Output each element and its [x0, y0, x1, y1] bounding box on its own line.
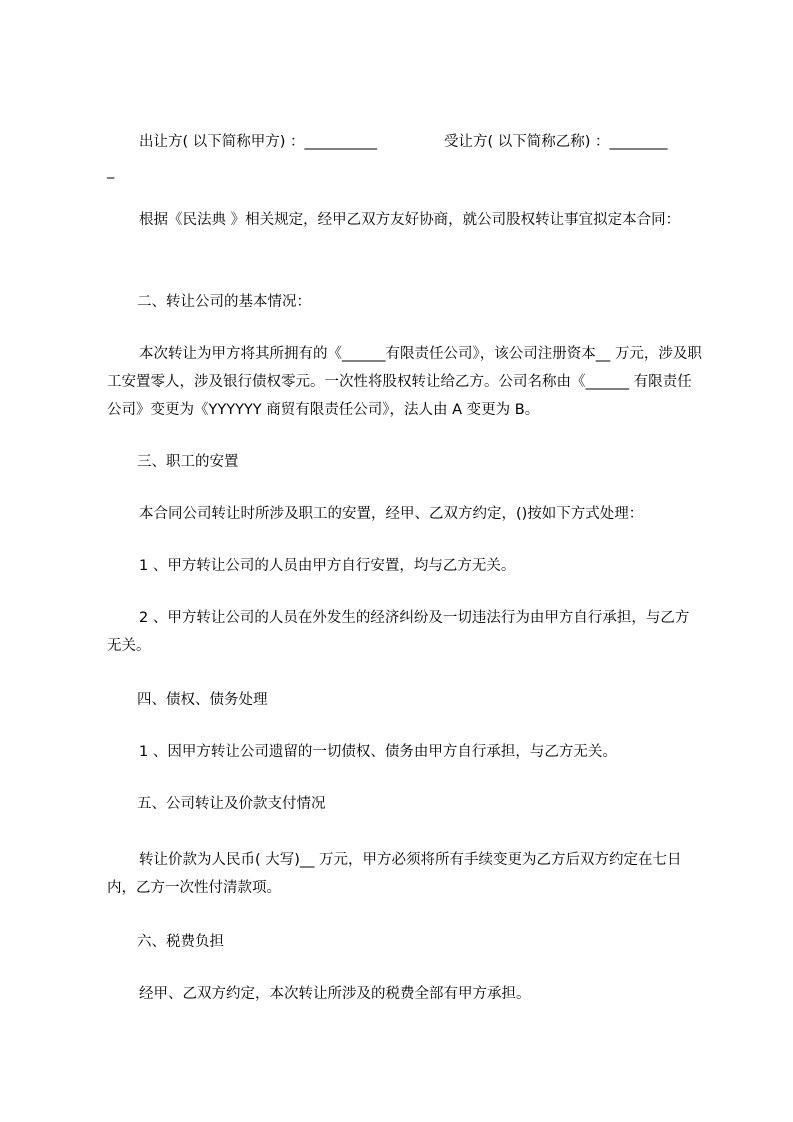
section-heading-debts: 四、债权、债务处理: [137, 692, 268, 708]
taxes-paragraph: 经甲、乙双方约定，本次转让所涉及的税费全部有甲方承担。: [139, 986, 531, 1002]
debts-item-1: 1 、因甲方转让公司遗留的一切债权、债务由甲方自行承担，与乙方无关。: [139, 744, 617, 760]
payment-paragraph: 转让价款为人民币( 大写)__ 万元，甲方必须将所有手续变更为乙方后双方约定在七日内，乙方一次性付清款项。: [107, 852, 682, 896]
transferor-field: 出让方( 以下简称甲方) ：__________: [139, 134, 378, 150]
basic-info-paragraph: 本次转让为甲方将其所拥有的《______有限责任公司》，该公司注册资本__ 万元，涉及职工安置零人，涉及银行债权零元。一次性将股权转让给乙方。公司名称由《______ 有限责任公司》变更为《YYYYYY 商贸有限责任公司》，法人由 A 变更为 B。: [107, 346, 702, 418]
section-heading-taxes: 六、税费负担: [137, 934, 224, 950]
staff-paragraph: 本合同公司转让时所涉及职工的安置，经甲、乙双方约定，()按如下方式处理：: [139, 506, 644, 522]
staff-item-2: 2 、甲方转让公司的人员在外发生的经济纠纷及一切违法行为由甲方自行承担，与乙方无关。: [107, 610, 690, 654]
transferee-field: 受让方( 以下简称乙称) ：________: [444, 134, 668, 150]
staff-item-1: 1 、甲方转让公司的人员由甲方自行安置，均与乙方无关。: [139, 558, 516, 574]
transferee-field-continuation: _: [107, 163, 115, 179]
section-heading-staff: 三、职工的安置: [137, 454, 239, 470]
preamble-paragraph: 根据《民法典 》相关规定，经甲乙双方友好协商，就公司股权转让事宜拟定本合同：: [139, 212, 681, 228]
section-heading-payment: 五、公司转让及价款支付情况: [137, 796, 326, 812]
section-heading-basic-info: 二、转让公司的基本情况：: [137, 294, 311, 310]
